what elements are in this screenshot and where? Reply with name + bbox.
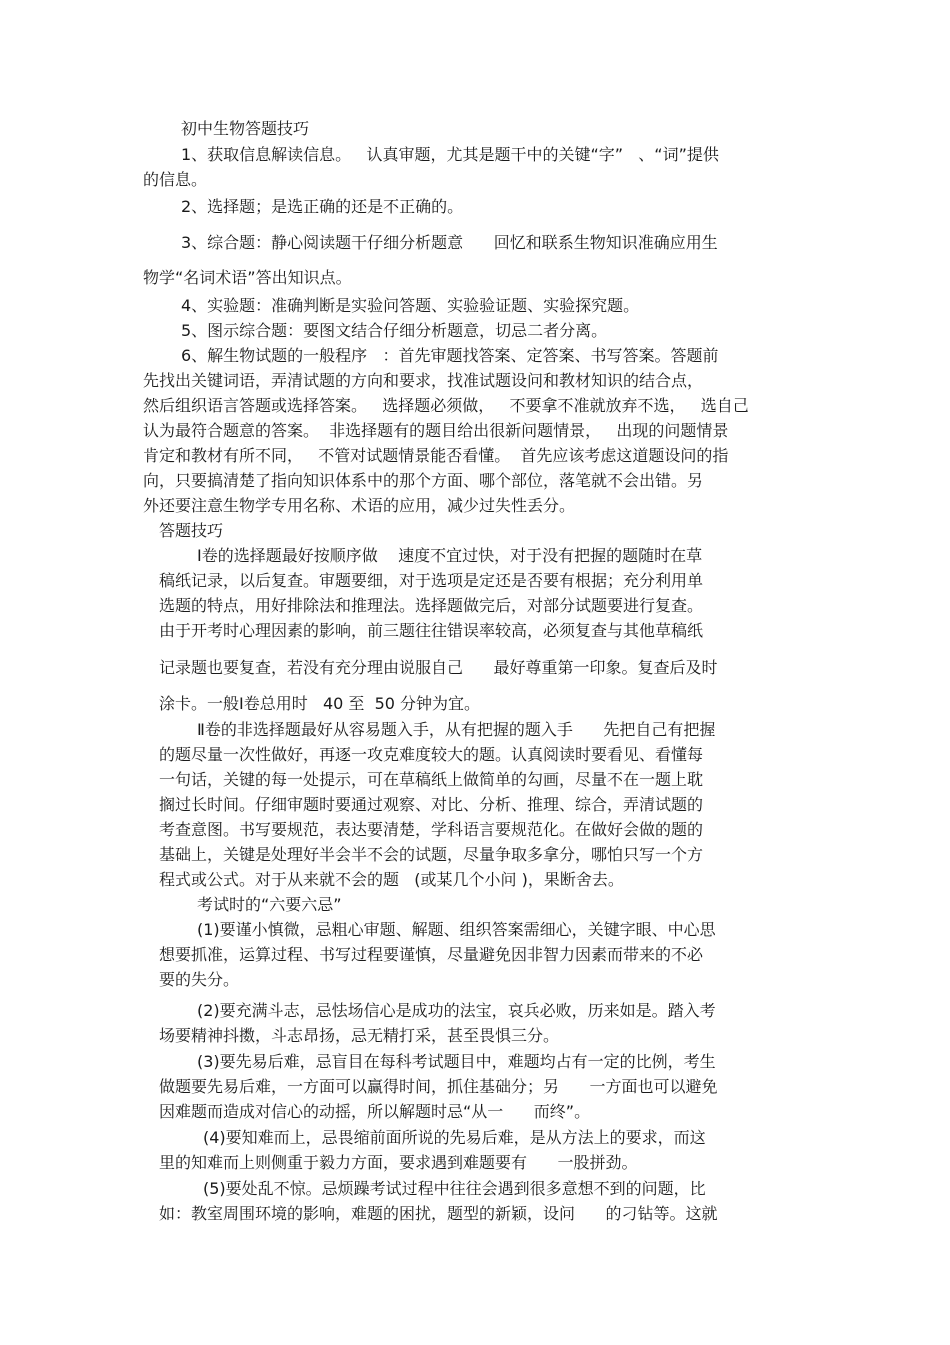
text-line: 肯定和教材有所不同， 不管对试题情景能否看懂。 首先应该考虑这道题设问的指 [143,446,729,465]
text-line: 的信息。 [143,170,208,189]
text-line: 要的失分。 [159,970,240,989]
text-line: 里的知难而上则侧重于毅力方面，要求遇到难题要有 一股拼劲。 [159,1153,638,1172]
text-line: 的题尽量一次性做好，再逐一攻克难度较大的题。认真阅读时要看见、看懂每 [159,745,704,764]
document-title: 初中生物答题技巧 [181,119,310,138]
text-line: 选题的特点，用好排除法和推理法。选择题做完后，对部分试题要进行复查。 [159,596,704,615]
text-line: (4)要知难而上，忌畏缩前面所说的先易后难，是从方法上的要求，而这 [203,1128,706,1147]
text-line: (1)要谨小慎微，忌粗心审题、解题、组织答案需细心，关键字眼、中心思 [197,920,716,939]
text-line: 向，只要搞清楚了指向知识体系中的那个方面、哪个部位，落笔就不会出错。另 [143,471,704,490]
text-line: 一句话，关键的每一处提示，可在草稿纸上做简单的勾画，尽量不在一题上耽 [159,770,704,789]
text-line: 4、实验题：准确判断是实验问答题、实验验证题、实验探究题。 [181,296,640,315]
text-line: Ⅰ卷的选择题最好按顺序做 速度不宜过快，对于没有把握的题随时在草 [197,546,703,565]
text-line: 外还要注意生物学专用名称、术语的应用，减少过失性丢分。 [143,496,576,515]
text-line: 基础上，关键是处理好半会半不会的试题，尽量争取多拿分，哪怕只写一个方 [159,845,704,864]
text-line: 稿纸记录，以后复查。审题要细，对于选项是定还是否要有根据；充分利用单 [159,571,704,590]
text-line: 涂卡。一般Ⅰ卷总用时 40 至 50 分钟为宜。 [159,694,481,713]
text-line: (3)要先易后难，忌盲目在每科考试题目中，难题均占有一定的比例，考生 [197,1052,716,1071]
text-line: 由于开考时心理因素的影响，前三题往往错误率较高，必须复查与其他草稿纸 [159,621,704,640]
text-line: 记录题也要复查，若没有充分理由说服自己 最好尊重第一印象。复查后及时 [159,658,718,677]
text-line: 搁过长时间。仔细审题时要通过观察、对比、分析、推理、综合，弄清试题的 [159,795,704,814]
text-line: 如：教室周围环境的影响，难题的困扰，题型的新颖，设问 的刁钻等。这就 [159,1204,718,1223]
text-line: 想要抓准，运算过程、书写过程要谨慎，尽量避免因非智力因素而带来的不必 [159,945,704,964]
text-line: 考查意图。书写要规范，表达要清楚，学科语言要规范化。在做好会做的题的 [159,820,704,839]
text-line: 程式或公式。对于从来就不会的题 (或某几个小问 )，果断舍去。 [159,870,624,889]
text-line: 物学“名词术语”答出知识点。 [143,268,352,287]
text-line: 场要精神抖擞，斗志昂扬，忌无精打采，甚至畏惧三分。 [159,1026,560,1045]
text-line: Ⅱ卷的非选择题最好从容易题入手，从有把握的题入手 先把自己有把握 [197,720,716,739]
text-line: 2、选择题；是选正确的还是不正确的。 [181,197,464,216]
text-line: 先找出关键词语，弄清试题的方向和要求，找准试题设问和教材知识的结合点， [143,371,704,390]
text-line: (2)要充满斗志，忌怯场信心是成功的法宝，哀兵必败，历来如是。踏入考 [197,1001,716,1020]
text-line: 因难题而造成对信心的动摇，所以解题时忌“从一 而终”。 [159,1102,591,1121]
text-line: 做题要先易后难，一方面可以赢得时间，抓住基础分；另 一方面也可以避免 [159,1077,718,1096]
text-line: 5、图示综合题：要图文结合仔细分析题意，切忌二者分离。 [181,321,608,340]
text-line: 6、解生物试题的一般程序 ：首先审题找答案、定答案、书写答案。答题前 [181,346,719,365]
text-line: 3、综合题：静心阅读题干仔细分析题意 回忆和联系生物知识准确应用生 [181,233,718,252]
section-heading: 考试时的“六要六忌” [197,895,342,914]
text-line: 然后组织语言答题或选择答案。 选择题必须做， 不要拿不准就放弃不选， 选自己 [143,396,749,415]
text-line: 认为最符合题意的答案。 非选择题有的题目给出很新问题情景， 出现的问题情景 [143,421,729,440]
section-heading: 答题技巧 [159,521,224,540]
text-line: 1、获取信息解读信息。 认真审题，尤其是题干中的关键“字” 、“词”提供 [181,145,719,164]
text-line: (5)要处乱不惊。忌烦躁考试过程中往往会遇到很多意想不到的问题，比 [203,1179,706,1198]
